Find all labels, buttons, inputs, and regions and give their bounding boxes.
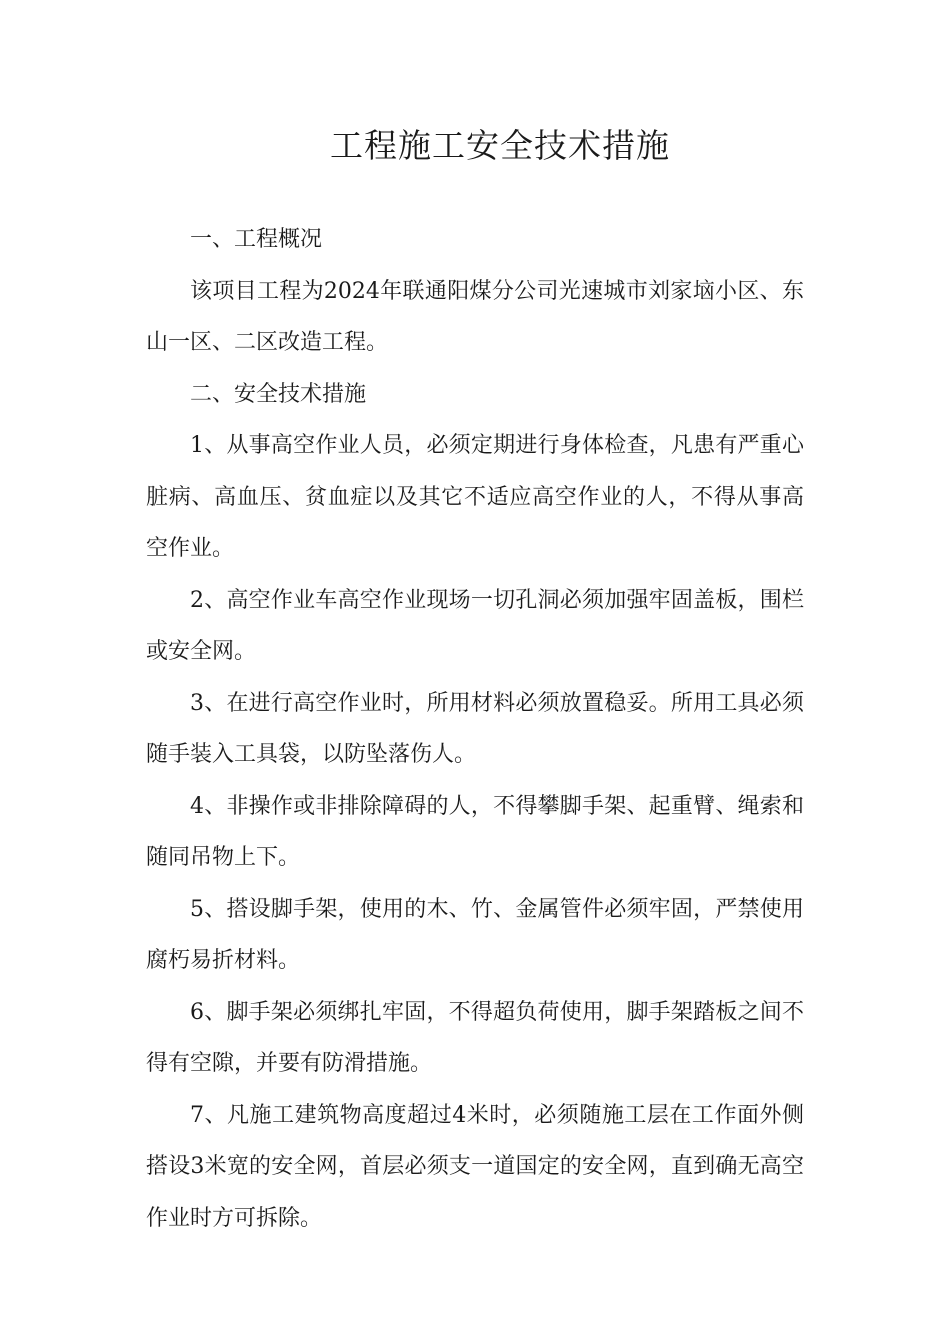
overview-paragraph: 该项目工程为2024年联通阳煤分公司光速城市刘家垴小区、东山一区、二区改造工程。 <box>146 278 804 355</box>
measure-item-5: 5、搭设脚手架，使用的木、竹、金属管件必须牢固，严禁使用腐朽易折材料。 <box>146 896 804 973</box>
measure-item-4: 4、非操作或非排除障碍的人，不得攀脚手架、起重臂、绳索和随同吊物上下。 <box>146 793 804 870</box>
measure-item-2: 2、高空作业车高空作业现场一切孔洞必须加强牢固盖板，围栏或安全网。 <box>146 587 804 664</box>
document-title: 工程施工安全技术措施 <box>330 126 670 165</box>
measure-item-6: 6、脚手架必须绑扎牢固，不得超负荷使用，脚手架踏板之间不得有空隙，并要有防滑措施。 <box>146 999 804 1076</box>
section-heading-overview: 一、工程概况 <box>190 227 323 252</box>
section-heading-measures: 二、安全技术措施 <box>190 381 367 407</box>
measure-item-7: 7、凡施工建筑物高度超过4米时，必须随施工层在工作面外侧搭设3米宽的安全网，首层必须支一道国定的安全网，直到确无高空作业时方可拆除。 <box>146 1102 804 1231</box>
measure-item-3: 3、在进行高空作业时，所用材料必须放置稳妥。所用工具必须随手装入工具袋，以防坠落伤人。 <box>146 690 804 767</box>
measure-item-1: 1、从事高空作业人员，必须定期进行身体检查，凡患有严重心脏病、高血压、贫血症以及其它不适应高空作业的人，不得从事高空作业。 <box>146 433 804 561</box>
